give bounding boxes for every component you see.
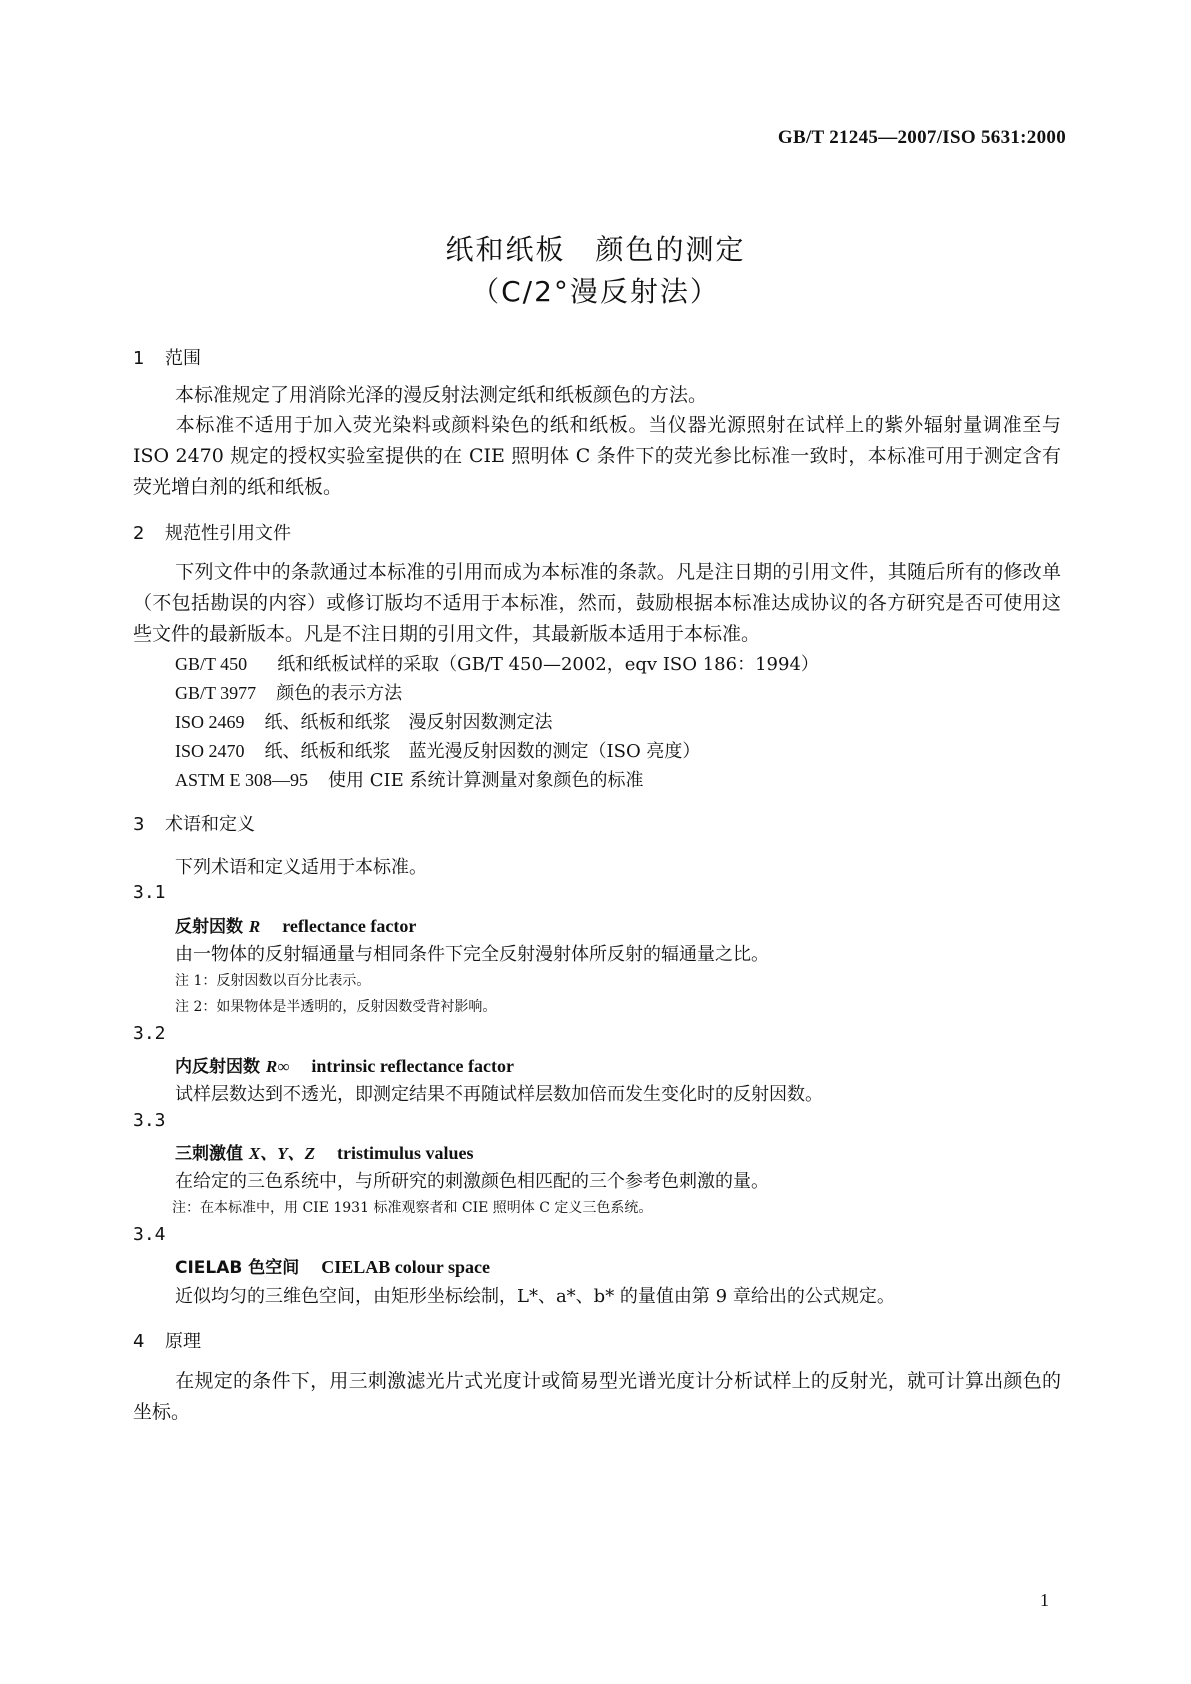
subclause-number: 3.1 bbox=[133, 882, 166, 903]
page-number: 1 bbox=[1040, 1590, 1049, 1610]
section-1-paragraph-2: 本标准不适用于加入荧光染料或颜料染色的纸和纸板。当仪器光源照射在试样上的紫外辐射量调准至与 ISO 2470 规定的授权实验室提供的在 CIE 照明体 C 条件下的荧光参比标准一致时，本标准可用于测定含有荧光增白剂的纸和纸板。 bbox=[133, 414, 1061, 498]
note: 注 2：如果物体是半透明的，反射因数受背衬影响。 bbox=[175, 999, 497, 1015]
normative-reference: ASTM E 308—95 使用 CIE 系统计算测量对象颜色的标准 bbox=[175, 770, 644, 791]
term-definition: 近似均匀的三维色空间，由矩形坐标绘制，L*、a*、b* 的量值由第 9 章给出的公式规定。 bbox=[175, 1286, 895, 1307]
section-2-paragraph-1: 下列文件中的条款通过本标准的引用而成为本标准的条款。凡是注日期的引用文件，其随后所有的修改单（不包括勘误的内容）或修订版均不适用于本标准，然而，鼓励根据本标准达成协议的各方研究是否可使用这些文件的最新版本。凡是不注日期的引用文件，其最新版本适用于本标准。 bbox=[133, 561, 1061, 645]
term-definition: 在给定的三色系统中，与所研究的刺激颜色相匹配的三个参考色刺激的量。 bbox=[175, 1171, 769, 1192]
term-heading: CIELAB 色空间 CIELAB colour space bbox=[175, 1257, 490, 1278]
section-1-paragraph-1: 本标准规定了用消除光泽的漫反射法测定纸和纸板颜色的方法。 bbox=[175, 384, 708, 406]
page-subtitle: （C/2°漫反射法） bbox=[471, 275, 720, 308]
section-number: 4 bbox=[133, 1331, 145, 1352]
standard-code: GB/T 21245—2007/ISO 5631:2000 bbox=[777, 127, 1066, 148]
section-1-heading bbox=[133, 344, 201, 370]
section-title: 原理 bbox=[165, 1331, 201, 1352]
section-number: 1 bbox=[133, 348, 145, 369]
term-definition: 试样层数达到不透光，即测定结果不再随试样层数加倍而发生变化时的反射因数。 bbox=[175, 1084, 823, 1105]
term-definition: 由一物体的反射辐通量与相同条件下完全反射漫射体所反射的辐通量之比。 bbox=[175, 944, 769, 965]
term-heading: 三刺激值 X、Y、Z tristimulus values bbox=[175, 1143, 474, 1164]
term-heading: 内反射因数 R∞ intrinsic reflectance factor bbox=[175, 1056, 514, 1077]
normative-reference: GB/T 450 纸和纸板试样的采取（GB/T 450—2002，eqv ISO 186：1994） bbox=[175, 654, 819, 675]
subclause-number: 3.2 bbox=[133, 1023, 166, 1044]
section-4-heading bbox=[133, 1327, 201, 1353]
normative-reference: ISO 2470 纸、纸板和纸浆 蓝光漫反射因数的测定（ISO 亮度） bbox=[175, 741, 701, 762]
term-heading: 反射因数 R reflectance factor bbox=[175, 916, 417, 937]
note: 注：在本标准中，用 CIE 1931 标准观察者和 CIE 照明体 C 定义三色系统。 bbox=[172, 1200, 653, 1216]
section-4-paragraph-1: 在规定的条件下，用三刺激滤光片式光度计或简易型光谱光度计分析试样上的反射光，就可计算出颜色的坐标。 bbox=[133, 1370, 1061, 1423]
section-2-heading bbox=[133, 519, 291, 545]
subclause-number: 3.4 bbox=[133, 1224, 166, 1245]
section-title: 术语和定义 bbox=[165, 814, 255, 835]
section-number: 2 bbox=[133, 523, 145, 544]
section-title: 范围 bbox=[165, 348, 201, 369]
section-3-heading bbox=[133, 810, 255, 836]
page-title: 纸和纸板 颜色的测定 bbox=[445, 233, 746, 266]
subclause-number: 3.3 bbox=[133, 1110, 166, 1131]
section-title: 规范性引用文件 bbox=[165, 523, 291, 544]
note: 注 1：反射因数以百分比表示。 bbox=[175, 973, 371, 989]
normative-reference: GB/T 3977 颜色的表示方法 bbox=[175, 683, 403, 704]
section-number: 3 bbox=[133, 814, 145, 835]
normative-reference: ISO 2469 纸、纸板和纸浆 漫反射因数测定法 bbox=[175, 712, 553, 733]
section-3-intro: 下列术语和定义适用于本标准。 bbox=[175, 857, 427, 878]
